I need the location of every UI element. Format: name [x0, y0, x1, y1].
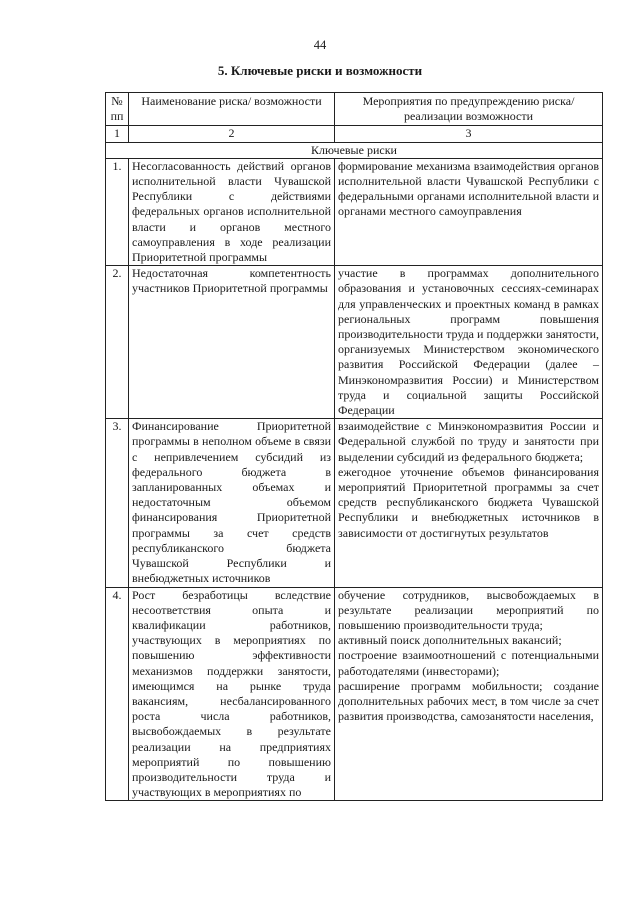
column-index: 1 [106, 126, 129, 142]
risk-table [105, 92, 603, 801]
measure-item: обучение сотрудников, высвобождаемых в результате реализации мероприятий по повышению производительности труда; [338, 587, 599, 632]
column-index: 2 [129, 126, 335, 142]
header-num: № пп [106, 93, 129, 126]
header-risk: Наименование риска/ возможности [129, 93, 335, 126]
table-row [106, 587, 603, 801]
risk-measures [335, 158, 603, 265]
risk-name: Несогласованность действий органов исполнительной власти Чувашской Республики с действиями федеральных органов исполнительной власти и органов местного самоуправления в ходе реализации Приоритетной программы [129, 158, 335, 265]
measure-item: расширение программ мобильности; создание дополнительных рабочих мест, в том числе за счет развития производства, самозанятости населения, [338, 678, 599, 724]
risk-measures [335, 419, 603, 587]
measure-item: активный поиск дополнительных вакансий; [338, 633, 562, 648]
group-label: Ключевые риски [106, 142, 603, 158]
risk-name: Финансирование Приоритетной программы в неполном объеме в связи с непривлечением субсидий из федерального бюджета в запланированных объемах и недостаточным объемом финансирования Приоритетной программы за счет средств республиканского бюджета Чувашской Республики и внебюджетных источников [129, 419, 335, 587]
row-number: 2. [106, 266, 129, 419]
measure-item: формирование механизма взаимодействия органов исполнительной власти Чувашской Республики с федеральными органами исполнительной власти и органами местного самоуправления [338, 158, 599, 219]
risk-name: Недостаточная компетентность участников Приоритетной программы [129, 266, 335, 419]
measure-item: участие в программах дополнительного образования и установочных сессиях-семинарах для управленческих и проектных команд в рамках региональных программ повышения производительности труда и поддержки занятости, организуемых Министерством экономического развития Российской Федерации (далее – Минэкономразвития России) и Министерством труда и социальной защиты Российской Федерации [338, 266, 599, 418]
measure-item: построение взаимоотношений с потенциальными работодателями (инвесторами); [338, 648, 599, 678]
measure-item: ежегодное уточнение объемов финансирования мероприятий Приоритетной программы за счет средств республиканского бюджета Чувашской Республики и внебюджетных источников в зависимости от достигнутых результатов [338, 464, 599, 540]
measure-item: взаимодействие с Минэкономразвития России и Федеральной службой по труду и занятости при выделении субсидий из федерального бюджета; [338, 419, 599, 464]
row-number: 4. [106, 587, 129, 801]
table-row [106, 158, 603, 265]
page-number: 44 [313, 38, 327, 52]
column-index-row [106, 126, 603, 142]
column-index: 3 [335, 126, 603, 142]
row-number: 1. [106, 158, 129, 265]
risk-measures [335, 587, 603, 801]
risk-measures [335, 266, 603, 419]
section-title: 5. Ключевые риски и возможности [217, 63, 423, 78]
group-row [106, 142, 603, 158]
header-row [106, 93, 603, 126]
table-row [106, 266, 603, 419]
risk-name: Рост безработицы вследствие несоответствия опыта и квалификации работников, участвующих в мероприятиях по повышению эффективности механизмов поддержки занятости, имеющимся на рынке труда вакансиям, несбалансированного роста числа работников, высвобождаемых в результате реализации на предприятиях мероприятий по повышению производительности труда и участвующих в мероприятиях по [129, 587, 335, 801]
header-measures: Мероприятия по предупреждению риска/реализации возможности [335, 93, 603, 126]
table-row [106, 419, 603, 587]
row-number: 3. [106, 419, 129, 587]
